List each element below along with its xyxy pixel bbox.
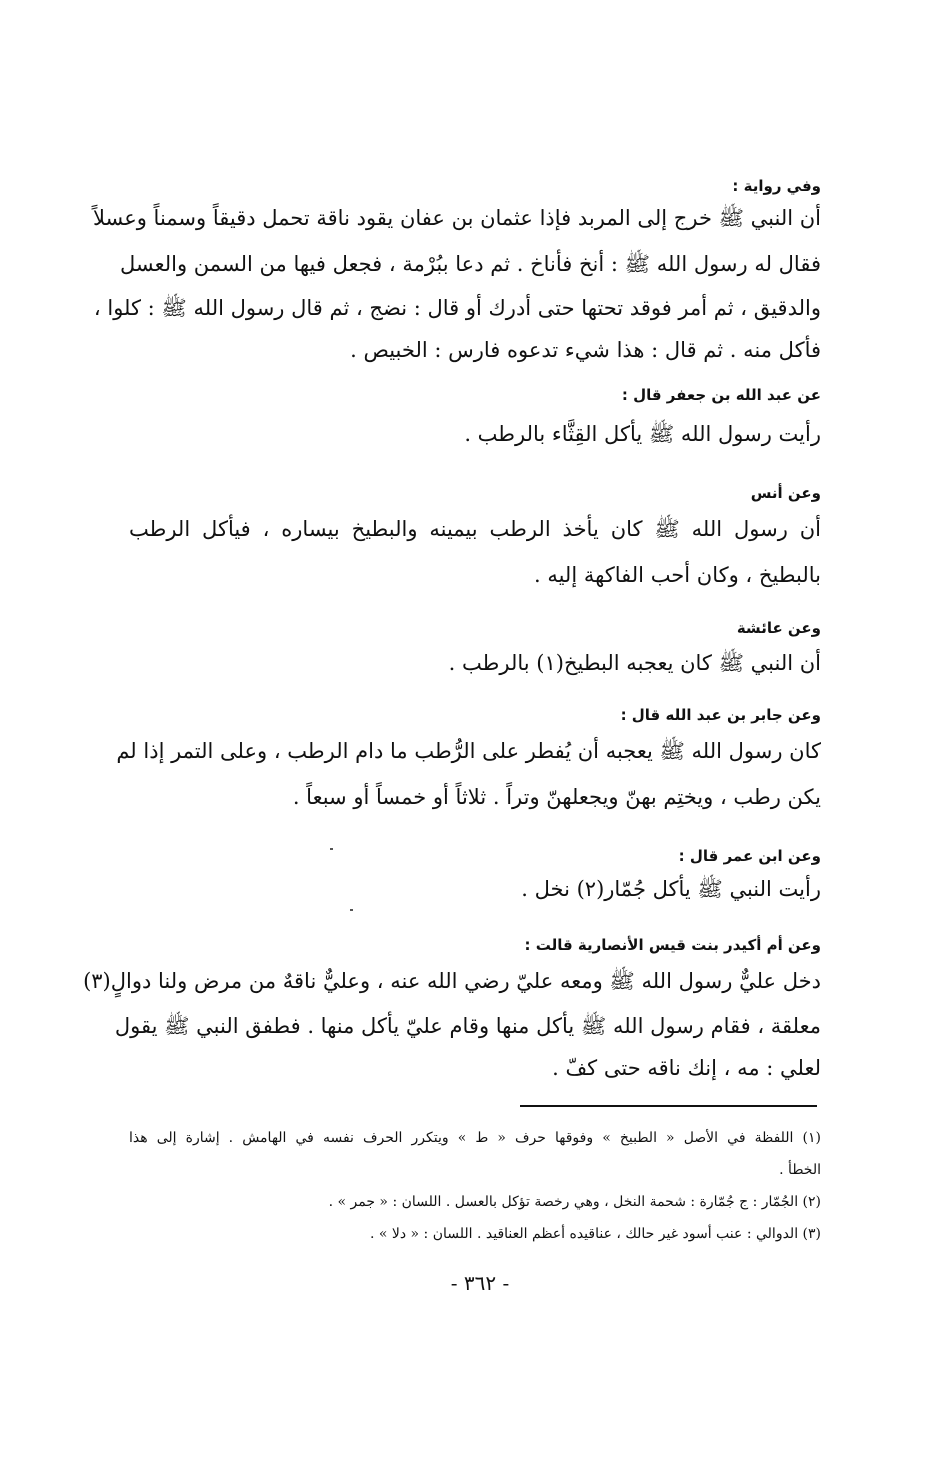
section-heading: وعن أم أكيدر بنت قيس الأنصارية قالت :	[524, 936, 821, 954]
paragraph-line: فقال له رسول الله ﷺ : أنخ فأناخ . ثم دعا ببُرْمة ، فجعل فيها من السمن والعسل	[119, 252, 821, 276]
paragraph-line: رأيت رسول الله ﷺ يأكل القِثَّاء بالرطب .	[464, 422, 821, 446]
paragraph-line: بالبطيخ ، وكان أحب الفاكهة إليه .	[533, 563, 821, 587]
paragraph-line: رأيت النبي ﷺ يأكل جُمّار(٢) نخل .	[521, 877, 821, 901]
footnote-separator	[520, 1105, 817, 1107]
section-heading: عن عبد الله بن جعفر قال :	[621, 386, 821, 404]
footnote: (٣) الدوالي : عنب أسود غير حالك ، عناقيده أعظم العناقيد . اللسان : « دلا » .	[369, 1226, 821, 1242]
paragraph-line: معلقة ، فقام رسول الله ﷺ يأكل منها وقام عليّ يأكل منها . فطفق النبي ﷺ يقول	[114, 1014, 821, 1038]
section-heading: وعن أنس	[750, 484, 821, 502]
paragraph-line: يكن رطب ، ويختِم بهنّ ويجعلهنّ وتراً . ثلاثاً أو خمساً أو سبعاً .	[292, 785, 821, 809]
paragraph-line: والدقيق ، ثم أمر فوقد تحتها حتى أدرك أو قال : نضج ، ثم قال رسول الله ﷺ : كلوا ،	[93, 296, 821, 320]
footnote: (٢) الجُمّار : ج جُمّارة : شحمة النخل ، وهي رخصة تؤكل بالعسل . اللسان : « جمر » .	[328, 1194, 821, 1210]
section-heading: وعن ابن عمر قال :	[678, 847, 821, 865]
footnote: الخطأ .	[779, 1162, 821, 1178]
section-heading: وعن عائشة	[736, 619, 821, 637]
section-heading: وعن جابر بن عبد الله قال :	[620, 706, 821, 724]
section-heading: وفي رواية :	[732, 177, 821, 195]
paragraph-line: أن النبي ﷺ كان يعجبه البطيخ(١) بالرطب .	[448, 651, 821, 675]
scan-speck	[330, 848, 333, 850]
paragraph-line: لعلي : مه ، إنك ناقه حتى كفّ .	[552, 1056, 821, 1080]
paragraph-line: فأكل منه . ثم قال : هذا شيء تدعوه فارس : الخبيص .	[350, 338, 821, 362]
paragraph-line: أن رسول الله ﷺ كان يأخذ الرطب بيمينه والبطيخ بيساره ، فيأكل الرطب	[129, 517, 821, 541]
paragraph-line: كان رسول الله ﷺ يعجبه أن يُفطر على الرُّطب ما دام الرطب ، وعلى التمر إذا لم	[116, 739, 821, 763]
page-number: - ٣٦٢ -	[450, 1271, 510, 1295]
footnote: (١) اللفظة في الأصل « الطبيخ » وفوقها حرف « ط » ويتكرر الحرف نفسه في الهامش . إشارة إلى هذا	[129, 1130, 821, 1146]
paragraph-line: أن النبي ﷺ خرج إلى المربد فإذا عثمان بن عفان يقود ناقة تحمل دقيقاً وسمناً وعسلاً	[92, 206, 821, 230]
paragraph-line: دخل عليٌّ رسول الله ﷺ ومعه عليّ رضي الله عنه ، وعليٌّ ناقهٌ من مرض ولنا دوالٍ(٣)	[83, 969, 821, 993]
scan-speck	[350, 909, 353, 911]
